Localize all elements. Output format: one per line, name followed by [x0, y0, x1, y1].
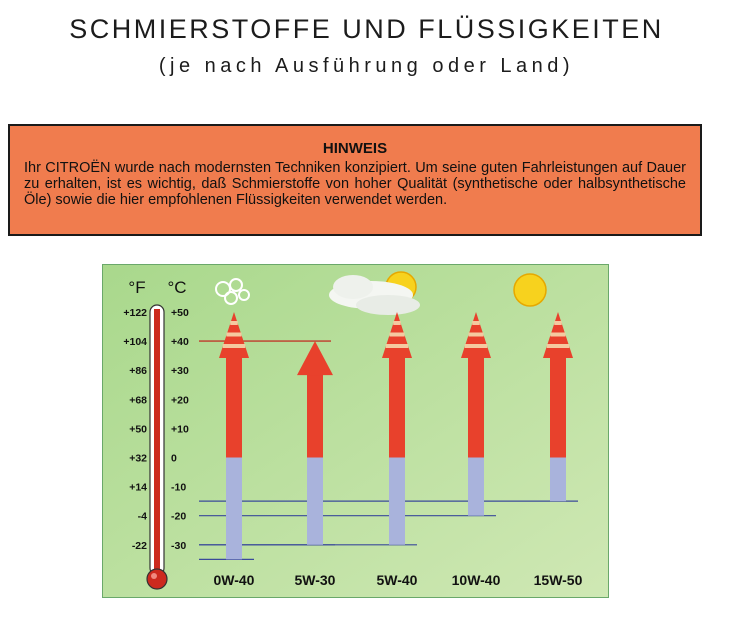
arrow-stripe	[230, 321, 238, 325]
arrow-stripe	[386, 344, 409, 348]
celsius-tick-label: +10	[171, 423, 189, 436]
arrow-stripe	[223, 344, 246, 348]
arrow-stripe	[465, 344, 488, 348]
warm-range-bar	[389, 357, 405, 458]
fahrenheit-tick-label: +14	[129, 481, 147, 494]
celsius-tick-label: 0	[171, 452, 177, 465]
arrow-stripe	[547, 344, 570, 348]
celsius-tick-label: -20	[171, 510, 187, 523]
fahrenheit-tick-label: +86	[129, 365, 147, 378]
arrow-stripe	[554, 321, 562, 325]
celsius-tick-label: +40	[171, 336, 189, 349]
arrow-stripe	[551, 333, 566, 337]
celsius-tick-label: +50	[171, 307, 189, 319]
fahrenheit-tick-label: -22	[131, 539, 147, 552]
fahrenheit-tick-label: +104	[123, 336, 147, 349]
notice-box	[8, 124, 702, 236]
cold-range-bar	[468, 458, 484, 516]
fahrenheit-tick-label: +122	[123, 307, 147, 319]
cold-range-bar	[550, 458, 566, 502]
arrow-stripe	[390, 333, 405, 337]
fahrenheit-tick-label: +68	[129, 394, 147, 407]
oil-grade-label: 0W-40	[213, 572, 255, 588]
celsius-tick-label: +30	[171, 365, 189, 378]
fahrenheit-tick-label: +50	[129, 423, 147, 436]
unit-celsius-label: °C	[167, 278, 187, 297]
page-title: SCHMIERSTOFFE UND FLÜSSIGKEITEN	[69, 14, 664, 44]
fahrenheit-tick-label: +32	[129, 452, 147, 465]
cold-range-bar	[389, 458, 405, 545]
cold-range-bar	[226, 458, 242, 560]
oil-grade-label: 5W-40	[376, 572, 418, 588]
warm-range-bar	[550, 357, 566, 458]
warm-range-bar	[226, 357, 242, 458]
celsius-tick-label: -10	[171, 481, 187, 494]
celsius-tick-label: +20	[171, 394, 189, 407]
notice-heading: HINWEIS	[322, 140, 388, 157]
celsius-tick-label: -30	[171, 539, 187, 552]
notice-body: Ihr CITROËN wurde nach modernsten Techniken konzipiert. Um seine guten Fahrleistungen auf Dauer zu erhalten, ist es wichtig, daß Schmierstoffe von hoher Qualität (synthetische oder halbsynthetische Öle) sowie die hier empfohlenen Flüssigkeiten verwendet werden.	[24, 160, 686, 208]
arrow-stripe	[227, 333, 242, 337]
oil-viscosity-chart	[102, 264, 609, 598]
page-subtitle: (je nach Ausführung oder Land)	[158, 55, 575, 77]
warm-range-bar	[307, 374, 323, 457]
warm-range-bar	[468, 357, 484, 458]
chart-canvas	[103, 265, 608, 597]
unit-fahrenheit-label: °F	[128, 278, 146, 297]
arrow-stripe	[469, 333, 484, 337]
fahrenheit-tick-label: -4	[137, 510, 147, 523]
oil-grade-label: 10W-40	[451, 572, 501, 588]
arrow-stripe	[472, 321, 480, 325]
cold-range-bar	[307, 458, 323, 545]
arrow-stripe	[393, 321, 401, 325]
sun-icon	[514, 274, 546, 306]
oil-grade-label: 15W-50	[533, 572, 583, 588]
oil-grade-label: 5W-30	[294, 572, 336, 588]
thermometer-icon	[147, 305, 167, 589]
